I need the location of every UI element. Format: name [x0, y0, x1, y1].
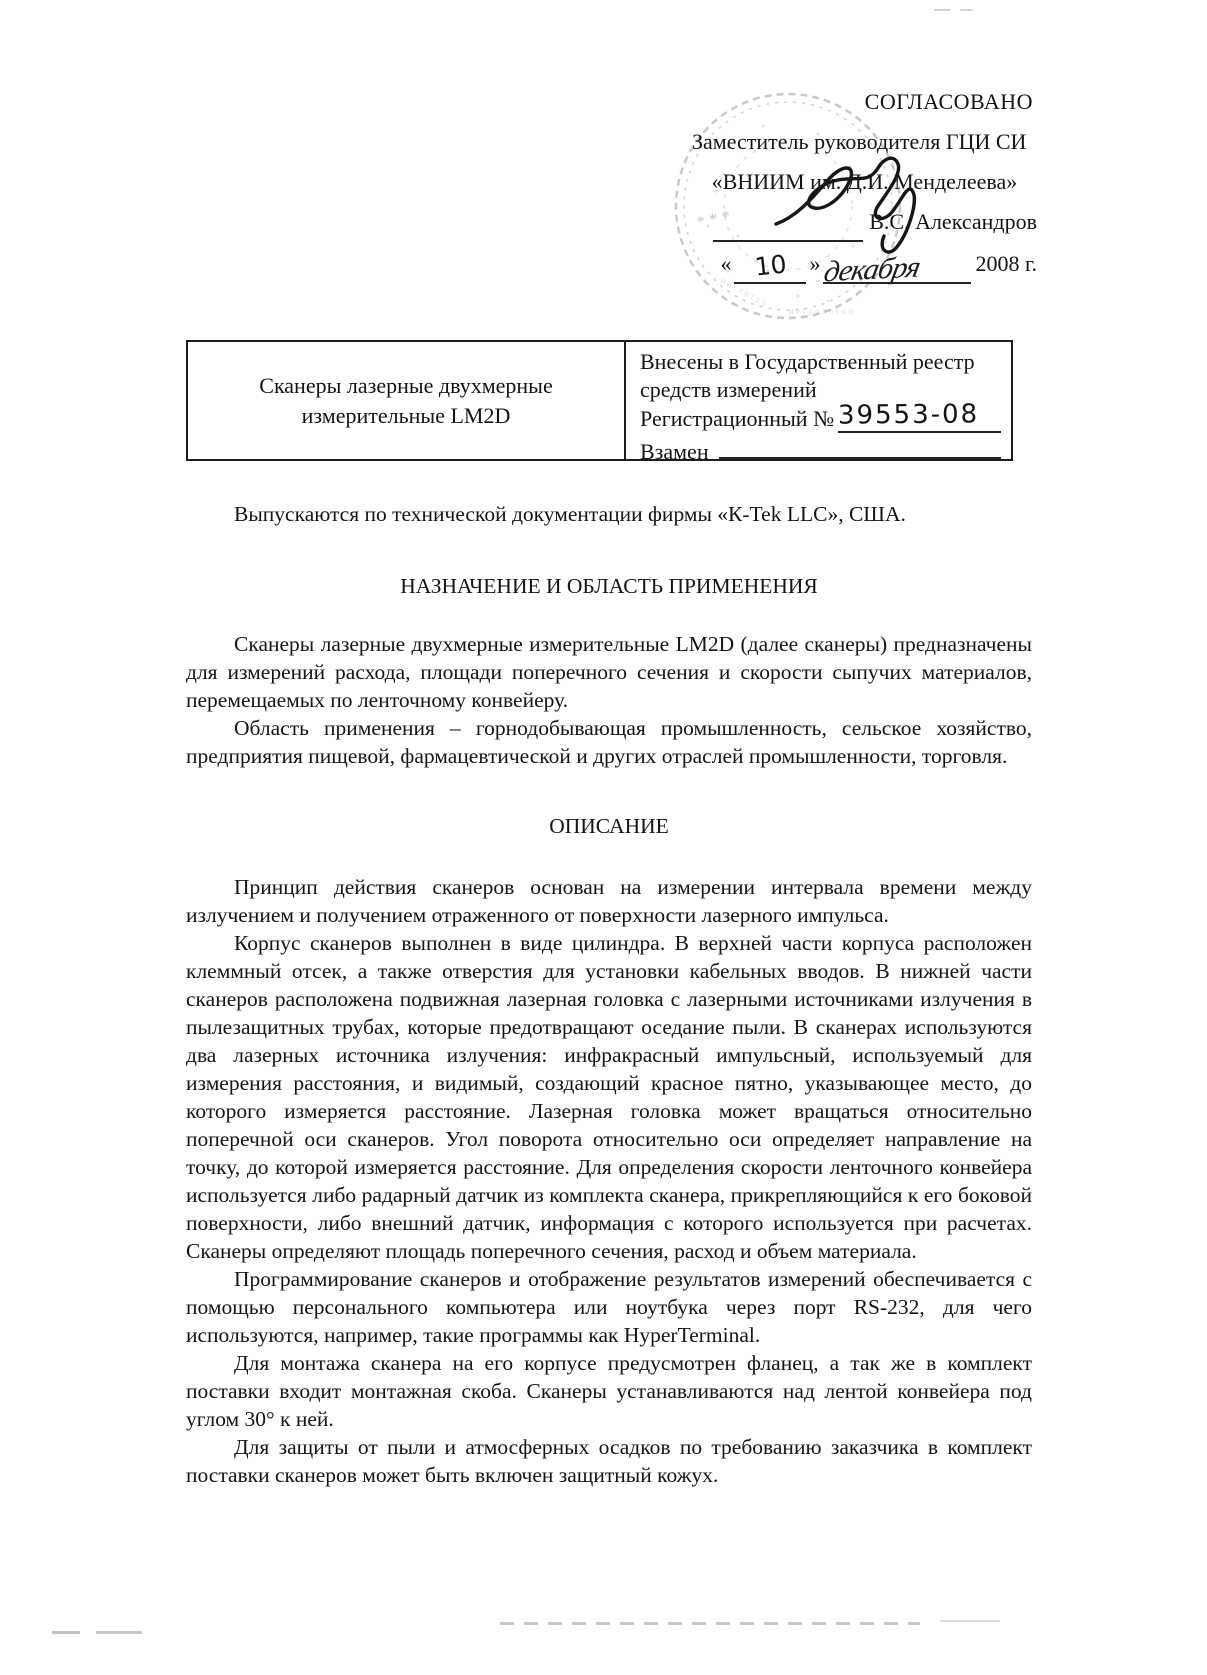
- registry-info-cell: [626, 342, 1011, 464]
- issued-note: Выпускаются по технической документации фирмы «К-Tek LLC», США.: [234, 502, 906, 526]
- purpose-paragraph-1: Сканеры лазерные двухмерные измерительные LM2D (далее сканеры) предназначены для измерений расхода, площади поперечного сечения и скорости сыпучих материалов, перемещаемых по ленточному конвейеру.: [186, 632, 1032, 712]
- device-name-line1: Сканеры лазерные двухмерные: [259, 372, 553, 398]
- handwritten-month: декабря: [821, 250, 924, 289]
- date-month-line: [821, 248, 971, 289]
- signature-line: [713, 210, 863, 242]
- date-year: 2008 г.: [975, 251, 1037, 276]
- description-section-heading: ОПИСАНИЕ: [549, 814, 669, 838]
- approval-date-row: [692, 242, 1037, 289]
- approver-position-line1: Заместитель руководителя ГЦИ СИ: [692, 129, 1027, 154]
- purpose-paragraph-2: Область применения – горнодобывающая промышленность, сельское хозяйство, предприятия пищевой, фармацевтической и других отраслей промышленности, торговля.: [186, 716, 1032, 768]
- device-name-line2: измерительные LM2D: [301, 402, 511, 428]
- approval-block: [692, 82, 1037, 289]
- signatory-name: В.С. Александров: [869, 209, 1037, 234]
- replaces-blank-line: [719, 433, 1001, 459]
- scan-artifact-mark: [52, 1631, 80, 1634]
- approver-position-line2: «ВНИИМ им. Д.И. Менделеева»: [711, 169, 1018, 194]
- description-paragraph-5: Для защиты от пыли и атмосферных осадков по требованию заказчика в комплект поставки сканеров может быть включен защитный кожух.: [186, 1435, 1032, 1487]
- device-name-cell: [188, 342, 626, 459]
- description-paragraph-3: Программирование сканеров и отображение результатов измерений обеспечивается с помощью персонального компьютера или ноутбука через порт RS-232, для чего используются, например, такие программы как HyperTerminal.: [186, 1267, 1032, 1347]
- registration-number-underline: [837, 399, 1001, 433]
- date-day-line: [734, 248, 806, 284]
- agreed-heading: СОГЛАСОВАНО: [864, 89, 1033, 114]
- handwritten-registration-number: 39553-08: [837, 399, 980, 431]
- scan-artifact-line: [500, 1622, 920, 1625]
- registration-number-row: [640, 399, 1001, 433]
- document-body: [186, 463, 1032, 1489]
- scan-artifact-dot: [934, 9, 950, 11]
- registration-label: Регистрационный №: [640, 406, 835, 431]
- registry-table: [186, 340, 1013, 464]
- scan-artifact-line: [940, 1620, 1000, 1622]
- purpose-section-heading: НАЗНАЧЕНИЕ И ОБЛАСТЬ ПРИМЕНЕНИЯ: [400, 574, 818, 598]
- registry-line2: средств измерений: [640, 377, 817, 402]
- scan-artifact-dot: [960, 9, 973, 11]
- signature-row: [692, 202, 1037, 242]
- replaces-label: Взамен: [640, 439, 709, 464]
- svg-text:и н с т и т у т: и н с т и т у т: [719, 274, 769, 308]
- handwritten-day: 10: [752, 249, 788, 282]
- svg-text:м е т р о л о г и и: м е т р о л о г и и: [788, 306, 854, 316]
- stamp-stars: * * *: [694, 206, 733, 232]
- description-paragraph-1: Принцип действия сканеров основан на измерении интервала времени между излучением и получением отраженного от поверхности лазерного импульса.: [186, 875, 1032, 927]
- replaces-row: [640, 433, 1001, 466]
- date-close-quote: »: [809, 251, 821, 276]
- description-paragraph-2: Корпус сканеров выполнен в виде цилиндра. В верхней части корпуса расположен клеммный отсек, а также отверстия для установки кабельных вводов. В нижней части сканеров расположена подвижная лазерная головка с лазерными источниками излучения в пылезащитных трубах, которые предотвращают оседание пыли. В сканерах используются два лазерных источника излучения: инфракрасный импульсный, используемый для измерения расстояния, и видимый, создающий красное пятно, указывающее место, до которого измеряется расстояние. Лазерная головка может вращаться относительно поперечной оси сканеров. Угол поворота относительно оси определяет направление на точку, до которой измеряется расстояние. Для определения скорости ленточного конвейера используется либо радарный датчик из комплекта сканера, прикрепляющийся к его боковой поверхности, либо внешний датчик, информация с которого используется при расчетах. Сканеры определяют площадь поперечного сечения, расход и объем материала.: [186, 931, 1032, 1263]
- registry-line1: Внесены в Государственный реестр: [640, 349, 975, 374]
- description-paragraph-4: Для монтажа сканера на его корпусе предусмотрен фланец, а так же в комплект поставки входит монтажная скоба. Сканеры устанавливаются над лентой конвейера под углом 30° к ней.: [186, 1351, 1032, 1431]
- date-open-quote: «: [720, 251, 732, 276]
- scan-artifact-mark: [96, 1631, 142, 1634]
